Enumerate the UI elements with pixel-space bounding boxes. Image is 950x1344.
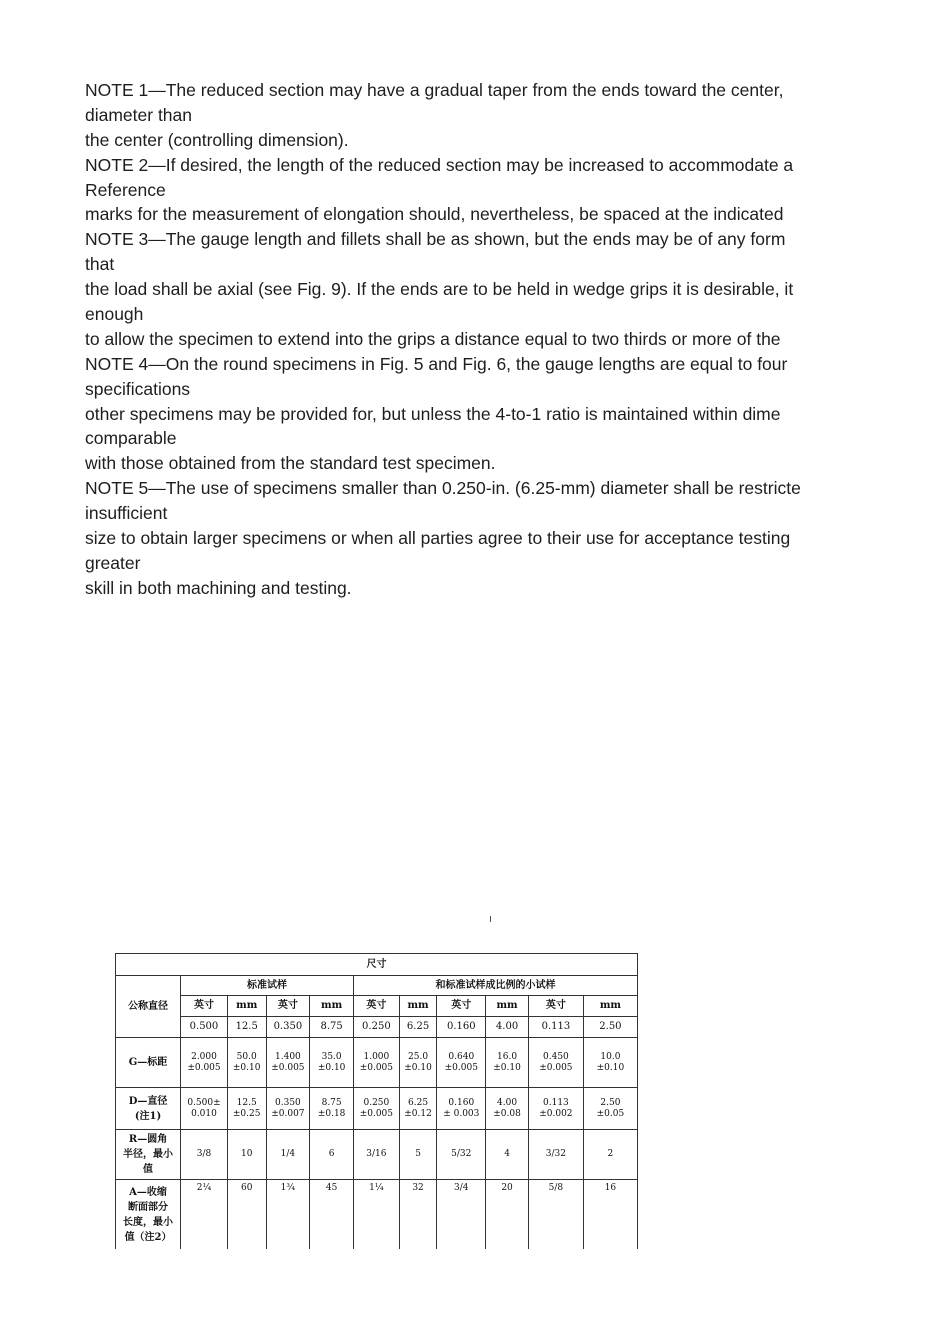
dimension-table — [115, 953, 638, 1249]
unit-header-cell: mm — [310, 996, 354, 1017]
cell-value: ±0.05 — [596, 1108, 625, 1119]
unit-header-cell: mm — [486, 996, 529, 1017]
cell-value: 0.350 — [275, 1097, 301, 1108]
cell-value: 1.000 — [363, 1051, 390, 1062]
group-small-header: 和标准试样成比例的小试样 — [353, 976, 637, 996]
note-line: the center (controlling dimension). — [85, 129, 349, 150]
unit-header-cell: 英寸 — [437, 996, 486, 1017]
table-cell — [399, 1088, 437, 1130]
note-line: NOTE 3—The gauge length and fillets shall be as shown, but the ends may be of any form — [85, 229, 786, 250]
note-line: greater — [85, 552, 141, 573]
notes-text — [85, 78, 845, 598]
cell-value: 3/8 — [196, 1149, 212, 1159]
cell-value: 4 — [504, 1149, 510, 1159]
table-cell — [181, 1088, 228, 1130]
unit-header-cell: 英寸 — [181, 996, 228, 1017]
unit-header-cell: mm — [399, 996, 437, 1017]
cell-value: 6.25 — [408, 1097, 429, 1108]
nominal-diameter-label: 公称直径 — [116, 976, 181, 1038]
note-line: other specimens may be provided for, but unless the 4-to-1 ratio is maintained within dime — [85, 403, 781, 424]
table-cell — [227, 1088, 266, 1130]
table-cell — [583, 1088, 637, 1130]
cell-value: ±0.18 — [317, 1108, 346, 1119]
cell-value: ±0.08 — [493, 1108, 521, 1119]
cell-value: 6 — [328, 1149, 335, 1159]
cell-value: ±0.005 — [187, 1062, 221, 1073]
cell-value: 25.0 — [408, 1051, 429, 1062]
table-cell — [437, 1088, 486, 1130]
table-cell — [353, 1038, 399, 1088]
note-line: diameter than — [85, 104, 193, 125]
table-cell — [310, 1130, 354, 1180]
note-line: NOTE 2—If desired, the length of the reduced section may be increased to accommodate a — [85, 154, 794, 175]
table-cell — [486, 1180, 529, 1250]
cell-value: 0.640 — [448, 1051, 475, 1062]
cell-value: ±0.005 — [271, 1062, 305, 1073]
cell-value: 10.0 — [600, 1051, 621, 1062]
dimension-table-wrap — [115, 953, 639, 1249]
cell-value: ±0.007 — [271, 1108, 305, 1119]
unit-header-cell: 英寸 — [266, 996, 310, 1017]
table-cell — [437, 1130, 486, 1180]
table-cell — [486, 1038, 529, 1088]
cell-value: 20 — [501, 1183, 513, 1193]
nominal-value-cell: 0.250 — [353, 1017, 399, 1038]
table-cell — [266, 1088, 310, 1130]
note-line: to allow the specimen to extend into the grips a distance equal to two thirds or more of the — [85, 328, 781, 349]
table-cell — [181, 1130, 228, 1180]
table-cell — [310, 1088, 354, 1130]
cell-value: 2¼ — [196, 1183, 212, 1193]
note-line: skill in both machining and testing. — [85, 577, 352, 598]
nominal-value-cell: 0.113 — [528, 1017, 583, 1038]
table-cell — [266, 1180, 310, 1250]
note-line: size to obtain larger specimens or when all parties agree to their use for acceptance testing — [85, 528, 791, 549]
note-line: NOTE 1—The reduced section may have a gradual taper from the ends toward the center, — [85, 80, 784, 100]
row-label: D—直径 (注1) — [116, 1088, 181, 1130]
unit-header-cell: mm — [583, 996, 637, 1017]
cell-value: 2.000 — [191, 1051, 217, 1062]
table-cell — [437, 1038, 486, 1088]
cell-value: 10 — [240, 1149, 253, 1159]
note-line: that — [85, 254, 115, 275]
cell-value: 2.50 — [600, 1097, 621, 1108]
table-cell — [227, 1130, 266, 1180]
cell-value: ±0.10 — [232, 1062, 261, 1073]
note-line: insufficient — [85, 503, 168, 524]
cell-value: 1¾ — [280, 1183, 296, 1193]
cell-value: 1¼ — [369, 1183, 384, 1193]
cell-value: 3/4 — [454, 1183, 469, 1193]
table-cell — [528, 1038, 583, 1088]
table-cell — [486, 1130, 529, 1180]
table-cell — [310, 1180, 354, 1250]
table-cell — [310, 1038, 354, 1088]
cell-value: 0.160 — [448, 1097, 475, 1108]
cell-value: ±0.005 — [359, 1062, 394, 1073]
table-cell — [227, 1038, 266, 1088]
nominal-value-cell: 12.5 — [227, 1017, 266, 1038]
cell-value: 4.00 — [497, 1097, 518, 1108]
nominal-value-cell: 4.00 — [486, 1017, 529, 1038]
cell-value: ±0.005 — [539, 1062, 573, 1073]
nominal-value-cell: 6.25 — [399, 1017, 437, 1038]
cell-value: 3/16 — [366, 1149, 387, 1159]
table-cell — [181, 1180, 228, 1250]
note-line: NOTE 4—On the round specimens in Fig. 5 and Fig. 6, the gauge lengths are equal to four — [85, 353, 788, 374]
cell-value: 16.0 — [497, 1051, 518, 1062]
note-line: with those obtained from the standard test specimen. — [85, 453, 496, 474]
cell-value: 45 — [325, 1183, 338, 1193]
nominal-value-cell: 0.350 — [266, 1017, 310, 1038]
table-cell — [353, 1088, 399, 1130]
note-line: NOTE 5—The use of specimens smaller than 0.250-in. (6.25-mm) diameter shall be restricte — [85, 478, 801, 499]
cell-value: 60 — [240, 1183, 253, 1193]
cell-value: 1.400 — [275, 1051, 301, 1062]
faint-caption-area — [185, 916, 565, 930]
table-cell — [528, 1130, 583, 1180]
table-title: 尺寸 — [116, 954, 638, 976]
table-cell — [181, 1038, 228, 1088]
cell-value: 8.75 — [321, 1097, 342, 1108]
unit-header-cell: mm — [227, 996, 266, 1017]
cell-value: 0.500± — [187, 1097, 221, 1108]
cell-value: ±0.005 — [444, 1062, 478, 1073]
note-line: marks for the measurement of elongation should, nevertheless, be spaced at the indicated — [85, 204, 784, 225]
cell-value: ±0.10 — [404, 1062, 432, 1073]
cell-value: 2 — [607, 1149, 614, 1159]
table-cell — [353, 1180, 399, 1250]
note-line: specifications — [85, 378, 191, 399]
cell-value: ±0.10 — [596, 1062, 625, 1073]
table-cell — [399, 1038, 437, 1088]
cell-value: ±0.005 — [359, 1108, 394, 1119]
cell-value: 5 — [415, 1149, 421, 1159]
table-cell — [528, 1180, 583, 1250]
table-cell — [528, 1088, 583, 1130]
cell-value: ±0.25 — [232, 1108, 261, 1119]
row-label: G—标距 — [116, 1038, 181, 1088]
cell-value: 5/32 — [451, 1149, 472, 1159]
nominal-value-cell: 0.500 — [181, 1017, 228, 1038]
group-standard-header: 标准试样 — [181, 976, 354, 996]
cell-value: 35.0 — [321, 1051, 342, 1062]
table-cell — [266, 1038, 310, 1088]
cell-value: 32 — [412, 1183, 424, 1193]
cell-value: 0.113 — [543, 1097, 569, 1108]
cell-value: ±0.12 — [404, 1108, 432, 1119]
cell-value: ± 0.003 — [443, 1108, 480, 1119]
cell-value: ±0.002 — [539, 1108, 573, 1119]
cell-value: 1/4 — [280, 1149, 296, 1159]
cell-value: 12.5 — [236, 1097, 257, 1108]
cell-value: 0.250 — [363, 1097, 390, 1108]
table-cell — [353, 1130, 399, 1180]
table-cell — [399, 1130, 437, 1180]
table-cell — [486, 1088, 529, 1130]
cell-value: 3/32 — [545, 1149, 566, 1159]
cell-value: 50.0 — [236, 1051, 257, 1062]
note-line: comparable — [85, 428, 177, 449]
cell-value: 0.450 — [543, 1051, 569, 1062]
nominal-value-cell: 8.75 — [310, 1017, 354, 1038]
table-cell — [583, 1038, 637, 1088]
table-cell — [266, 1130, 310, 1180]
cell-value: 16 — [604, 1183, 617, 1193]
note-line: enough — [85, 304, 144, 325]
cell-value: ±0.10 — [317, 1062, 346, 1073]
table-cell — [227, 1180, 266, 1250]
cell-value: 5/8 — [548, 1183, 564, 1193]
table-cell — [399, 1180, 437, 1250]
table-cell — [583, 1180, 637, 1250]
nominal-value-cell: 0.160 — [437, 1017, 486, 1038]
nominal-value-cell: 2.50 — [583, 1017, 637, 1038]
row-label: A—收缩 断面部分 长度，最小 值（注2） — [116, 1180, 181, 1250]
unit-header-cell: 英寸 — [528, 996, 583, 1017]
note-line: Reference — [85, 179, 166, 200]
table-cell — [583, 1130, 637, 1180]
cell-value: 0.010 — [191, 1108, 217, 1119]
unit-header-cell: 英寸 — [353, 996, 399, 1017]
note-line: the load shall be axial (see Fig. 9). If the ends are to be held in wedge grips it is desirable, it — [85, 279, 794, 300]
cell-value: ±0.10 — [493, 1062, 521, 1073]
table-cell — [437, 1180, 486, 1250]
row-label: R—圆角 半径，最小 值 — [116, 1130, 181, 1180]
